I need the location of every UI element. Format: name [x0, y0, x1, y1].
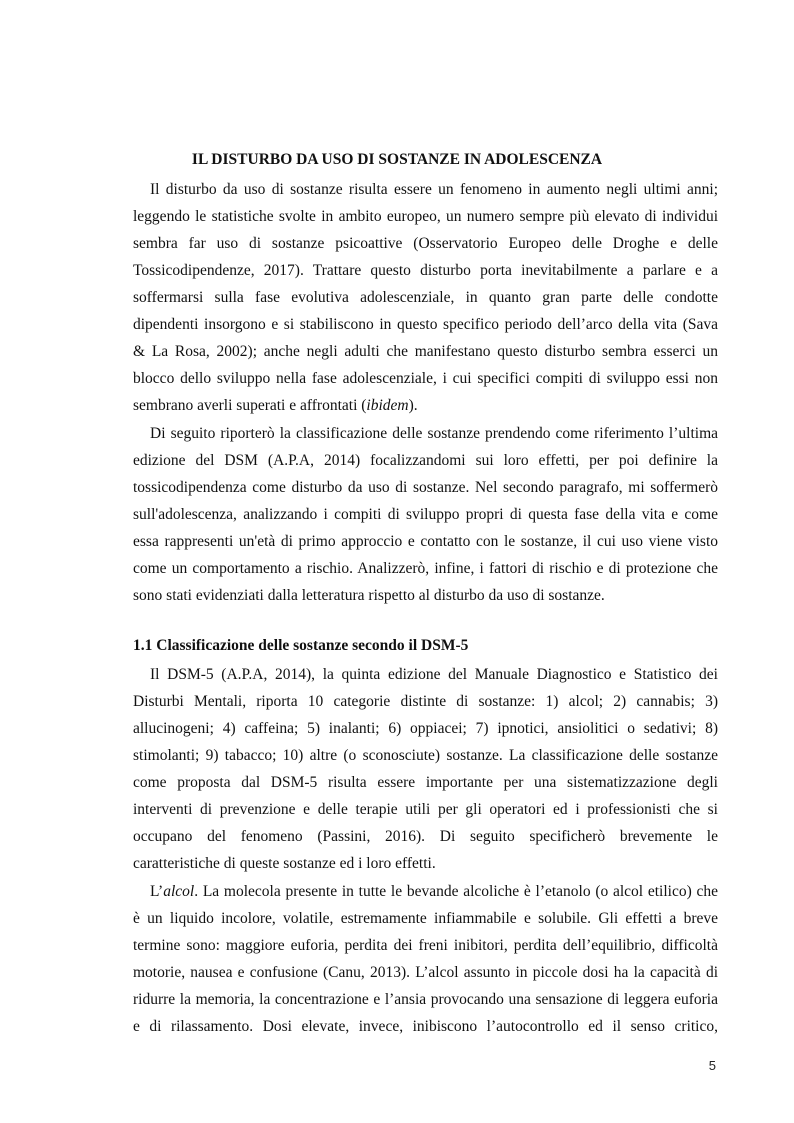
- section-heading: 1.1 Classificazione delle sostanze secondo il DSM-5: [133, 637, 469, 654]
- paragraph-line: Disturbi Mentali, riporta 10 categorie distinte di sostanze: 1) alcol; 2) cannabis; 3): [133, 693, 718, 710]
- paragraph-line: dipendenti insorgono e si stabiliscono in questo specifico periodo dell’arco della vita (Sava: [133, 316, 718, 333]
- paragraph-line: come un comportamento a rischio. Analizzerò, infine, i fattori di rischio e di protezione che: [133, 560, 718, 577]
- paragraph-line: Tossicodipendenze, 2017). Trattare questo disturbo porta inevitabilmente a parlare e a: [133, 262, 718, 279]
- paragraph-line: sembra far uso di sostanze psicoattive (Osservatorio Europeo delle Droghe e delle: [133, 235, 718, 252]
- paragraph-line: e di rilassamento. Dosi elevate, invece, inibiscono l’autocontrollo ed il senso critico,: [133, 1018, 718, 1035]
- italic-alcol: alcol: [163, 883, 195, 900]
- paragraph-line: sono stati evidenziati dalla letteratura rispetto al disturbo da uso di sostanze.: [133, 587, 605, 604]
- page-number: 5: [708, 1058, 716, 1073]
- paragraph-line: Il disturbo da uso di sostanze risulta essere un fenomeno in aumento negli ultimi anni;: [150, 181, 718, 198]
- paragraph-line: edizione del DSM (A.P.A, 2014) focalizzandomi sui loro effetti, per poi definire la: [133, 452, 718, 469]
- line-text: ).: [408, 397, 418, 414]
- paragraph-line: [150, 882, 718, 902]
- paragraph-line: stimolanti; 9) tabacco; 10) altre (o sconosciute) sostanze. La classificazione delle sostanze: [133, 747, 718, 764]
- paragraph-line: è un liquido incolore, volatile, estremamente infiammabile e solubile. Gli effetti a breve: [133, 910, 718, 927]
- page-title: IL DISTURBO DA USO DI SOSTANZE IN ADOLESCENZA: [191, 151, 603, 168]
- paragraph-line: interventi di prevenzione e delle terapie utili per gli operatori ed i professionisti che si: [133, 801, 718, 818]
- paragraph-line: blocco dello sviluppo nella fase adolescenziale, i cui specifici compiti di sviluppo essi non: [133, 370, 718, 387]
- line-text: L’: [150, 883, 164, 900]
- paragraph-line: & La Rosa, 2002); anche negli adulti che manifestano questo disturbo sembra esserci un: [133, 343, 718, 360]
- paragraph-line: ridurre la memoria, la concentrazione e l’ansia provocando una sensazione di leggera euforia: [133, 991, 718, 1008]
- paragraph-line: Di seguito riporterò la classificazione delle sostanze prendendo come riferimento l’ultima: [150, 425, 718, 442]
- paragraph-line: Il DSM-5 (A.P.A, 2014), la quinta edizione del Manuale Diagnostico e Statistico dei: [150, 666, 718, 683]
- paragraph-line: motorie, nausea e confusione (Canu, 2013). L’alcol assunto in piccole dosi ha la capacità di: [133, 964, 718, 981]
- italic-ibidem: ibidem: [366, 397, 409, 414]
- paragraph-line: tossicodipendenza come disturbo da uso di sostanze. Nel secondo paragrafo, mi soffermerò: [133, 479, 718, 496]
- paragraph-line: sull'adolescenza, analizzando i compiti di sviluppo propri di questa fase della vita e come: [133, 506, 718, 523]
- paragraph-line: allucinogeni; 4) caffeina; 5) inalanti; 6) oppiacei; 7) ipnotici, ansiolitici o sedativi; 8): [133, 720, 718, 737]
- paragraph-line: [133, 396, 718, 416]
- line-text: . La molecola presente in tutte le bevande alcoliche è l’etanolo (o alcol etilico) che: [194, 883, 718, 900]
- paragraph-line: termine sono: maggiore euforia, perdita dei freni inibitori, perdita dell’equilibrio, difficoltà: [133, 937, 718, 954]
- paragraph-line: essa rappresenti un'età di primo approccio e contatto con le sostanze, il cui uso viene visto: [133, 533, 718, 550]
- paragraph-line: occupano del fenomeno (Passini, 2016). Di seguito specificherò brevemente le: [133, 828, 718, 845]
- paragraph-line: caratteristiche di queste sostanze ed i loro effetti.: [133, 855, 436, 872]
- line-text: sembrano averli superati e affrontati (: [133, 397, 367, 414]
- paragraph-line: soffermarsi sulla fase evolutiva adolescenziale, in quanto gran parte delle condotte: [133, 289, 718, 306]
- paragraph-line: come proposta dal DSM-5 risulta essere importante per una sistematizzazione degli: [133, 774, 718, 791]
- paragraph-line: leggendo le statistiche svolte in ambito europeo, un numero sempre più elevato di individui: [133, 208, 718, 225]
